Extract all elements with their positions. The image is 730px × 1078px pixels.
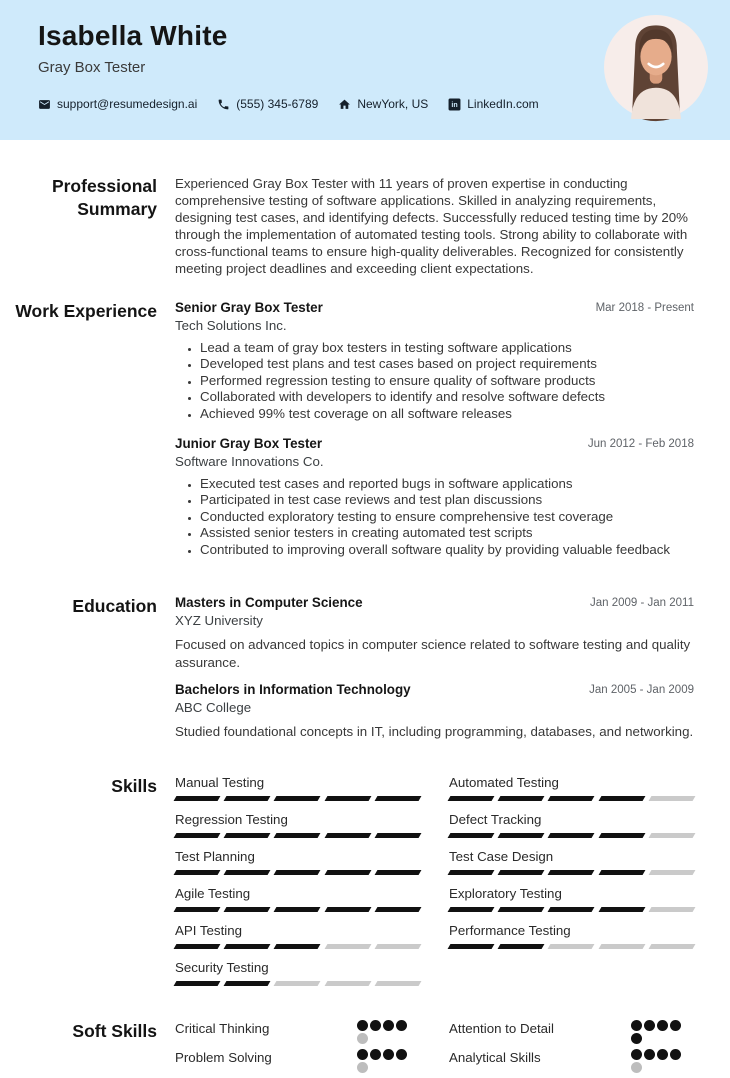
- soft-skill-dot: [644, 1020, 655, 1031]
- soft-skill-dot: [631, 1033, 642, 1044]
- section-education: [0, 595, 730, 752]
- soft-skill-dot: [396, 1049, 407, 1060]
- summary-text: Experienced Gray Box Tester with 11 years of proven expertise in conducting comprehensive testing of software applications. Skilled in analyzing requirements, designing test cases, and identifying defects. Successfully reduced testing time by 20% through the implementation of automated testing tools. Strong ability to collaborate with cross-functional teams to ensure high-quality deliverables. Recognized for consistently meeting project deadlines and exceeding client expectations.: [175, 176, 688, 276]
- soft-skill-name: Critical Thinking: [175, 1020, 270, 1036]
- soft-skill-name: Analytical Skills: [449, 1049, 541, 1065]
- skill-bar-segment: [224, 907, 271, 912]
- skill-bar-segment: [448, 944, 495, 949]
- skill-bar-segment: [324, 907, 371, 912]
- skill-bar-segment: [598, 833, 645, 838]
- soft-skill-dot: [657, 1020, 668, 1031]
- degrees-list: [157, 595, 730, 752]
- skill-item: [175, 775, 420, 801]
- skill-bar-segment: [598, 870, 645, 875]
- job-title: Senior Gray Box Tester: [175, 300, 323, 315]
- degree-title: Bachelors in Information Technology: [175, 682, 411, 698]
- skill-item: [175, 812, 420, 838]
- contact-phone-text: (555) 345-6789: [236, 97, 319, 111]
- skill-name: Defect Tracking: [449, 811, 542, 827]
- skill-bar-segment: [274, 944, 321, 949]
- soft-skill-dot: [644, 1049, 655, 1060]
- linkedin-icon: [448, 98, 461, 111]
- soft-skills-column-left: [175, 1020, 420, 1078]
- skill-item: [449, 775, 694, 801]
- skill-bar-segment: [324, 981, 371, 986]
- email-icon: [38, 98, 51, 111]
- skill-bar-segment: [274, 796, 321, 801]
- skill-name: Regression Testing: [175, 811, 288, 827]
- job-bullet: • Participated in test case reviews and test plan discussions: [200, 492, 694, 508]
- skill-bar-segment: [224, 981, 271, 986]
- section-heading-skills: Skills: [111, 775, 157, 796]
- job-bullet: • Developed test plans and test cases based on project requirements: [200, 356, 694, 372]
- skill-bar-segment: [648, 833, 695, 838]
- skill-bar-segment: [174, 870, 221, 875]
- skill-bar-segment: [498, 870, 545, 875]
- skill-bar-segment: [324, 833, 371, 838]
- job-dates: Mar 2018 - Present: [595, 302, 694, 314]
- phone-icon: [217, 98, 230, 111]
- soft-skills-column-right: [449, 1020, 694, 1078]
- degree-title: Masters in Computer Science: [175, 595, 363, 611]
- skill-level-bar: [449, 944, 694, 949]
- skill-bar-segment: [174, 907, 221, 912]
- soft-skill-dot: [670, 1020, 681, 1031]
- skill-bar-segment: [498, 907, 545, 912]
- skill-item: [175, 923, 420, 949]
- job-bullet: • Performed regression testing to ensure quality of software products: [200, 373, 694, 389]
- soft-skill-item: [449, 1049, 694, 1073]
- skill-bar-segment: [224, 870, 271, 875]
- skill-bar-segment: [448, 796, 495, 801]
- resume-header: [0, 0, 730, 140]
- skill-bar-segment: [448, 907, 495, 912]
- skill-name: API Testing: [175, 922, 243, 938]
- job-bullet: • Achieved 99% test coverage on all software releases: [200, 406, 694, 422]
- soft-skill-dots: [357, 1049, 407, 1073]
- resume-body: [0, 140, 730, 1078]
- skill-level-bar: [175, 833, 420, 838]
- section-heading-education: Education: [72, 596, 157, 617]
- soft-skill-dot: [383, 1049, 394, 1060]
- skill-bar-segment: [598, 796, 645, 801]
- skill-bar-segment: [374, 981, 421, 986]
- skill-bar-segment: [548, 833, 595, 838]
- job-dates: Jun 2012 - Feb 2018: [587, 438, 694, 451]
- soft-skill-dots: [631, 1020, 681, 1044]
- skill-bar-segment: [274, 907, 321, 912]
- skill-item: [449, 923, 694, 949]
- skill-name: Performance Testing: [449, 922, 571, 938]
- skill-bar-segment: [224, 796, 271, 801]
- contact-row: [38, 97, 539, 111]
- skill-level-bar: [449, 796, 694, 801]
- skill-level-bar: [449, 870, 694, 875]
- skill-name: Agile Testing: [175, 885, 251, 901]
- degree-school: ABC College: [175, 700, 252, 716]
- degree-entry: [175, 595, 694, 671]
- skill-bar-segment: [648, 796, 695, 801]
- soft-skill-dot: [631, 1049, 642, 1060]
- section-professional-summary: [0, 175, 730, 277]
- skill-bar-segment: [548, 870, 595, 875]
- contact-location[interactable]: [338, 97, 428, 111]
- skill-bar-segment: [374, 907, 421, 912]
- degree-school: XYZ University: [175, 613, 263, 629]
- skill-bar-segment: [498, 944, 545, 949]
- soft-skill-dots: [357, 1020, 407, 1044]
- skill-bar-segment: [648, 870, 695, 875]
- job-bullets: [175, 476, 694, 558]
- job-title: Junior Gray Box Tester: [175, 436, 323, 452]
- soft-skill-dot: [396, 1020, 407, 1031]
- job-entry: [175, 300, 694, 422]
- degree-description: Focused on advanced topics in computer science related to software testing and quality assurance.: [175, 637, 691, 670]
- job-bullets: [175, 340, 694, 422]
- contact-phone[interactable]: [217, 97, 318, 111]
- skill-bar-segment: [648, 944, 695, 949]
- skill-level-bar: [175, 907, 420, 912]
- skill-item: [449, 812, 694, 838]
- soft-skill-item: [449, 1020, 694, 1044]
- skill-item: [175, 886, 420, 912]
- profile-photo: [604, 15, 708, 119]
- soft-skill-dot: [631, 1020, 642, 1031]
- degree-dates: Jan 2005 - Jan 2009: [589, 684, 694, 697]
- person-title: Gray Box Tester: [38, 59, 146, 76]
- soft-skill-dots: [631, 1049, 681, 1073]
- skill-name: Automated Testing: [449, 774, 559, 790]
- home-icon: [338, 98, 351, 111]
- skill-bar-segment: [174, 981, 221, 986]
- soft-skill-dot: [370, 1049, 381, 1060]
- skill-level-bar: [449, 907, 694, 912]
- skill-bar-segment: [598, 907, 645, 912]
- skill-bar-segment: [324, 796, 371, 801]
- skill-bar-segment: [448, 870, 495, 875]
- skill-bar-segment: [324, 944, 371, 949]
- contact-email-text: support@resumedesign.ai: [57, 97, 198, 111]
- contact-linkedin-text: LinkedIn.com: [467, 97, 539, 111]
- skill-bar-segment: [224, 833, 271, 838]
- skill-name: Exploratory Testing: [449, 885, 562, 901]
- job-company: Software Innovations Co.: [175, 454, 324, 470]
- skill-item: [175, 849, 420, 875]
- skill-bar-segment: [598, 944, 645, 949]
- soft-skill-item: [175, 1049, 420, 1073]
- soft-skill-item: [175, 1020, 420, 1044]
- skill-item: [449, 886, 694, 912]
- skill-item: [449, 849, 694, 875]
- soft-skill-dot: [370, 1020, 381, 1031]
- skill-level-bar: [175, 981, 420, 986]
- skill-level-bar: [175, 796, 420, 801]
- soft-skill-dot: [357, 1033, 368, 1044]
- job-company: Tech Solutions Inc.: [175, 318, 287, 333]
- skill-bar-segment: [274, 981, 321, 986]
- section-heading-soft-skills: Soft Skills: [72, 1020, 157, 1041]
- skills-column-right: [449, 775, 694, 997]
- person-name: Isabella White: [38, 20, 228, 51]
- section-soft-skills: [0, 1020, 730, 1078]
- skill-bar-segment: [374, 944, 421, 949]
- skill-level-bar: [449, 833, 694, 838]
- contact-email[interactable]: [38, 97, 197, 111]
- job-bullet: • Conducted exploratory testing to ensure comprehensive test coverage: [200, 509, 694, 525]
- skill-bar-segment: [174, 944, 221, 949]
- skill-name: Test Case Design: [449, 848, 554, 864]
- skill-item: [175, 960, 420, 986]
- job-bullet: • Collaborated with developers to identify and resolve software defects: [200, 389, 694, 405]
- skill-bar-segment: [224, 944, 271, 949]
- skill-bar-segment: [374, 833, 421, 838]
- skill-bar-segment: [374, 796, 421, 801]
- skill-name: Test Planning: [175, 848, 255, 864]
- soft-skill-dot: [670, 1049, 681, 1060]
- skill-bar-segment: [548, 907, 595, 912]
- skill-name: Security Testing: [175, 959, 269, 975]
- soft-skill-dot: [657, 1049, 668, 1060]
- soft-skill-name: Problem Solving: [175, 1049, 272, 1065]
- soft-skill-dot: [357, 1062, 368, 1073]
- section-heading-experience: Work Experience: [15, 301, 157, 321]
- job-bullet: • Lead a team of gray box testers in testing software applications: [200, 340, 694, 356]
- section-work-experience: [0, 300, 730, 572]
- soft-skill-name: Attention to Detail: [449, 1020, 554, 1036]
- profile-photo-illustration: [604, 15, 708, 119]
- svg-text:in: in: [451, 101, 458, 109]
- skill-bar-segment: [498, 796, 545, 801]
- skill-name: Manual Testing: [175, 774, 265, 790]
- skill-bar-segment: [548, 796, 595, 801]
- skill-level-bar: [175, 870, 420, 875]
- degree-entry: [175, 682, 694, 741]
- section-skills: [0, 775, 730, 997]
- degree-dates: Jan 2009 - Jan 2011: [589, 597, 694, 610]
- contact-location-text: NewYork, US: [357, 97, 429, 111]
- skill-bar-segment: [548, 944, 595, 949]
- job-bullet: • Assisted senior testers in creating automated test scripts: [200, 525, 694, 541]
- skill-bar-segment: [174, 796, 221, 801]
- skill-bar-segment: [374, 870, 421, 875]
- degree-description: Studied foundational concepts in IT, including programming, databases, and networking.: [175, 724, 694, 740]
- skill-bar-segment: [274, 870, 321, 875]
- skill-bar-segment: [324, 870, 371, 875]
- jobs-list: [157, 300, 730, 572]
- skill-level-bar: [175, 944, 420, 949]
- contact-linkedin[interactable]: [448, 97, 538, 111]
- soft-skill-dot: [357, 1049, 368, 1060]
- soft-skill-dot: [383, 1020, 394, 1031]
- skill-bar-segment: [648, 907, 695, 912]
- section-heading-summary: Professional Summary: [51, 176, 157, 219]
- skill-bar-segment: [498, 833, 545, 838]
- skill-bar-segment: [274, 833, 321, 838]
- skill-bar-segment: [448, 833, 495, 838]
- skill-bar-segment: [174, 833, 221, 838]
- job-bullet: • Executed test cases and reported bugs in software applications: [200, 476, 694, 492]
- skills-column-left: [175, 775, 420, 997]
- job-bullet: • Contributed to improving overall software quality by providing valuable feedback: [200, 542, 694, 558]
- job-entry: [175, 436, 694, 558]
- soft-skill-dot: [357, 1020, 368, 1031]
- soft-skill-dot: [631, 1062, 642, 1073]
